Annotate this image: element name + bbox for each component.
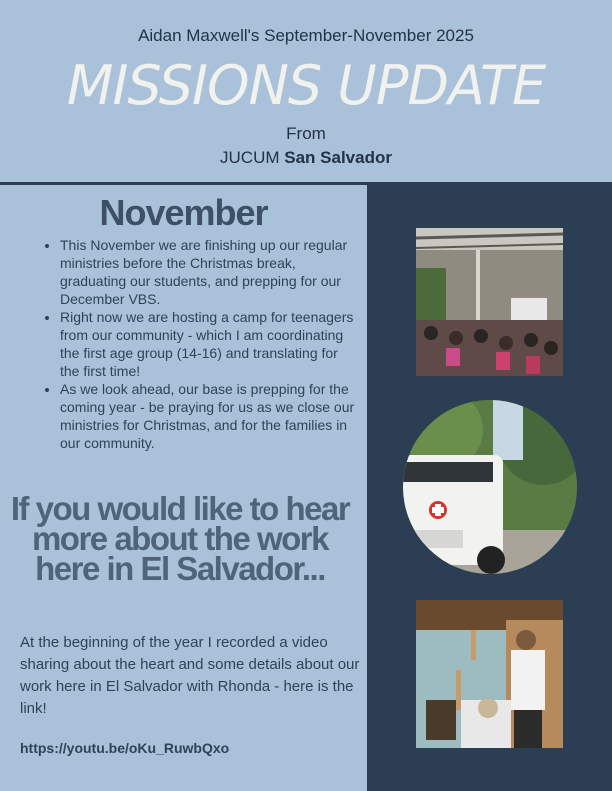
photo-construction — [416, 600, 563, 748]
bullet-item: • This November we are finishing up our regular ministries before the Christmas break, graduating our students, and prepping for our December VBS. — [60, 236, 360, 308]
november-heading: November — [99, 192, 268, 233]
org-name: San Salvador — [284, 148, 392, 167]
bullet-item: • Right now we are hosting a camp for teenagers from our community - which I am coordinating the first age group (14-16) and translating for the first time! — [60, 308, 360, 380]
page-title: MISSIONS UPDATE — [66, 54, 546, 117]
bullet-item: • As we look ahead, our base is prepping for the coming year - be praying for us as we close our ministries for Christmas, and for the families in our community. — [60, 380, 360, 452]
photo-ambulance — [403, 400, 577, 574]
org-line — [0, 148, 612, 168]
november-bullet-list — [36, 236, 360, 452]
header-subtitle: Aidan Maxwell's September-November 2025 — [138, 26, 474, 45]
org-prefix: JUCUM — [220, 148, 285, 167]
header — [0, 0, 612, 182]
youtube-link[interactable]: https://youtu.be/oKu_RuwbQxo — [20, 740, 230, 756]
cta-heading: If you would like to hear more about the work here in El Salvador... — [10, 490, 350, 587]
photo-classroom — [416, 228, 563, 376]
cta-text: At the beginning of the year I recorded a video sharing about the heart and some details about our work here in El Salvador with Rhonda - here is the link! — [20, 634, 360, 717]
from-label: From — [286, 124, 326, 143]
